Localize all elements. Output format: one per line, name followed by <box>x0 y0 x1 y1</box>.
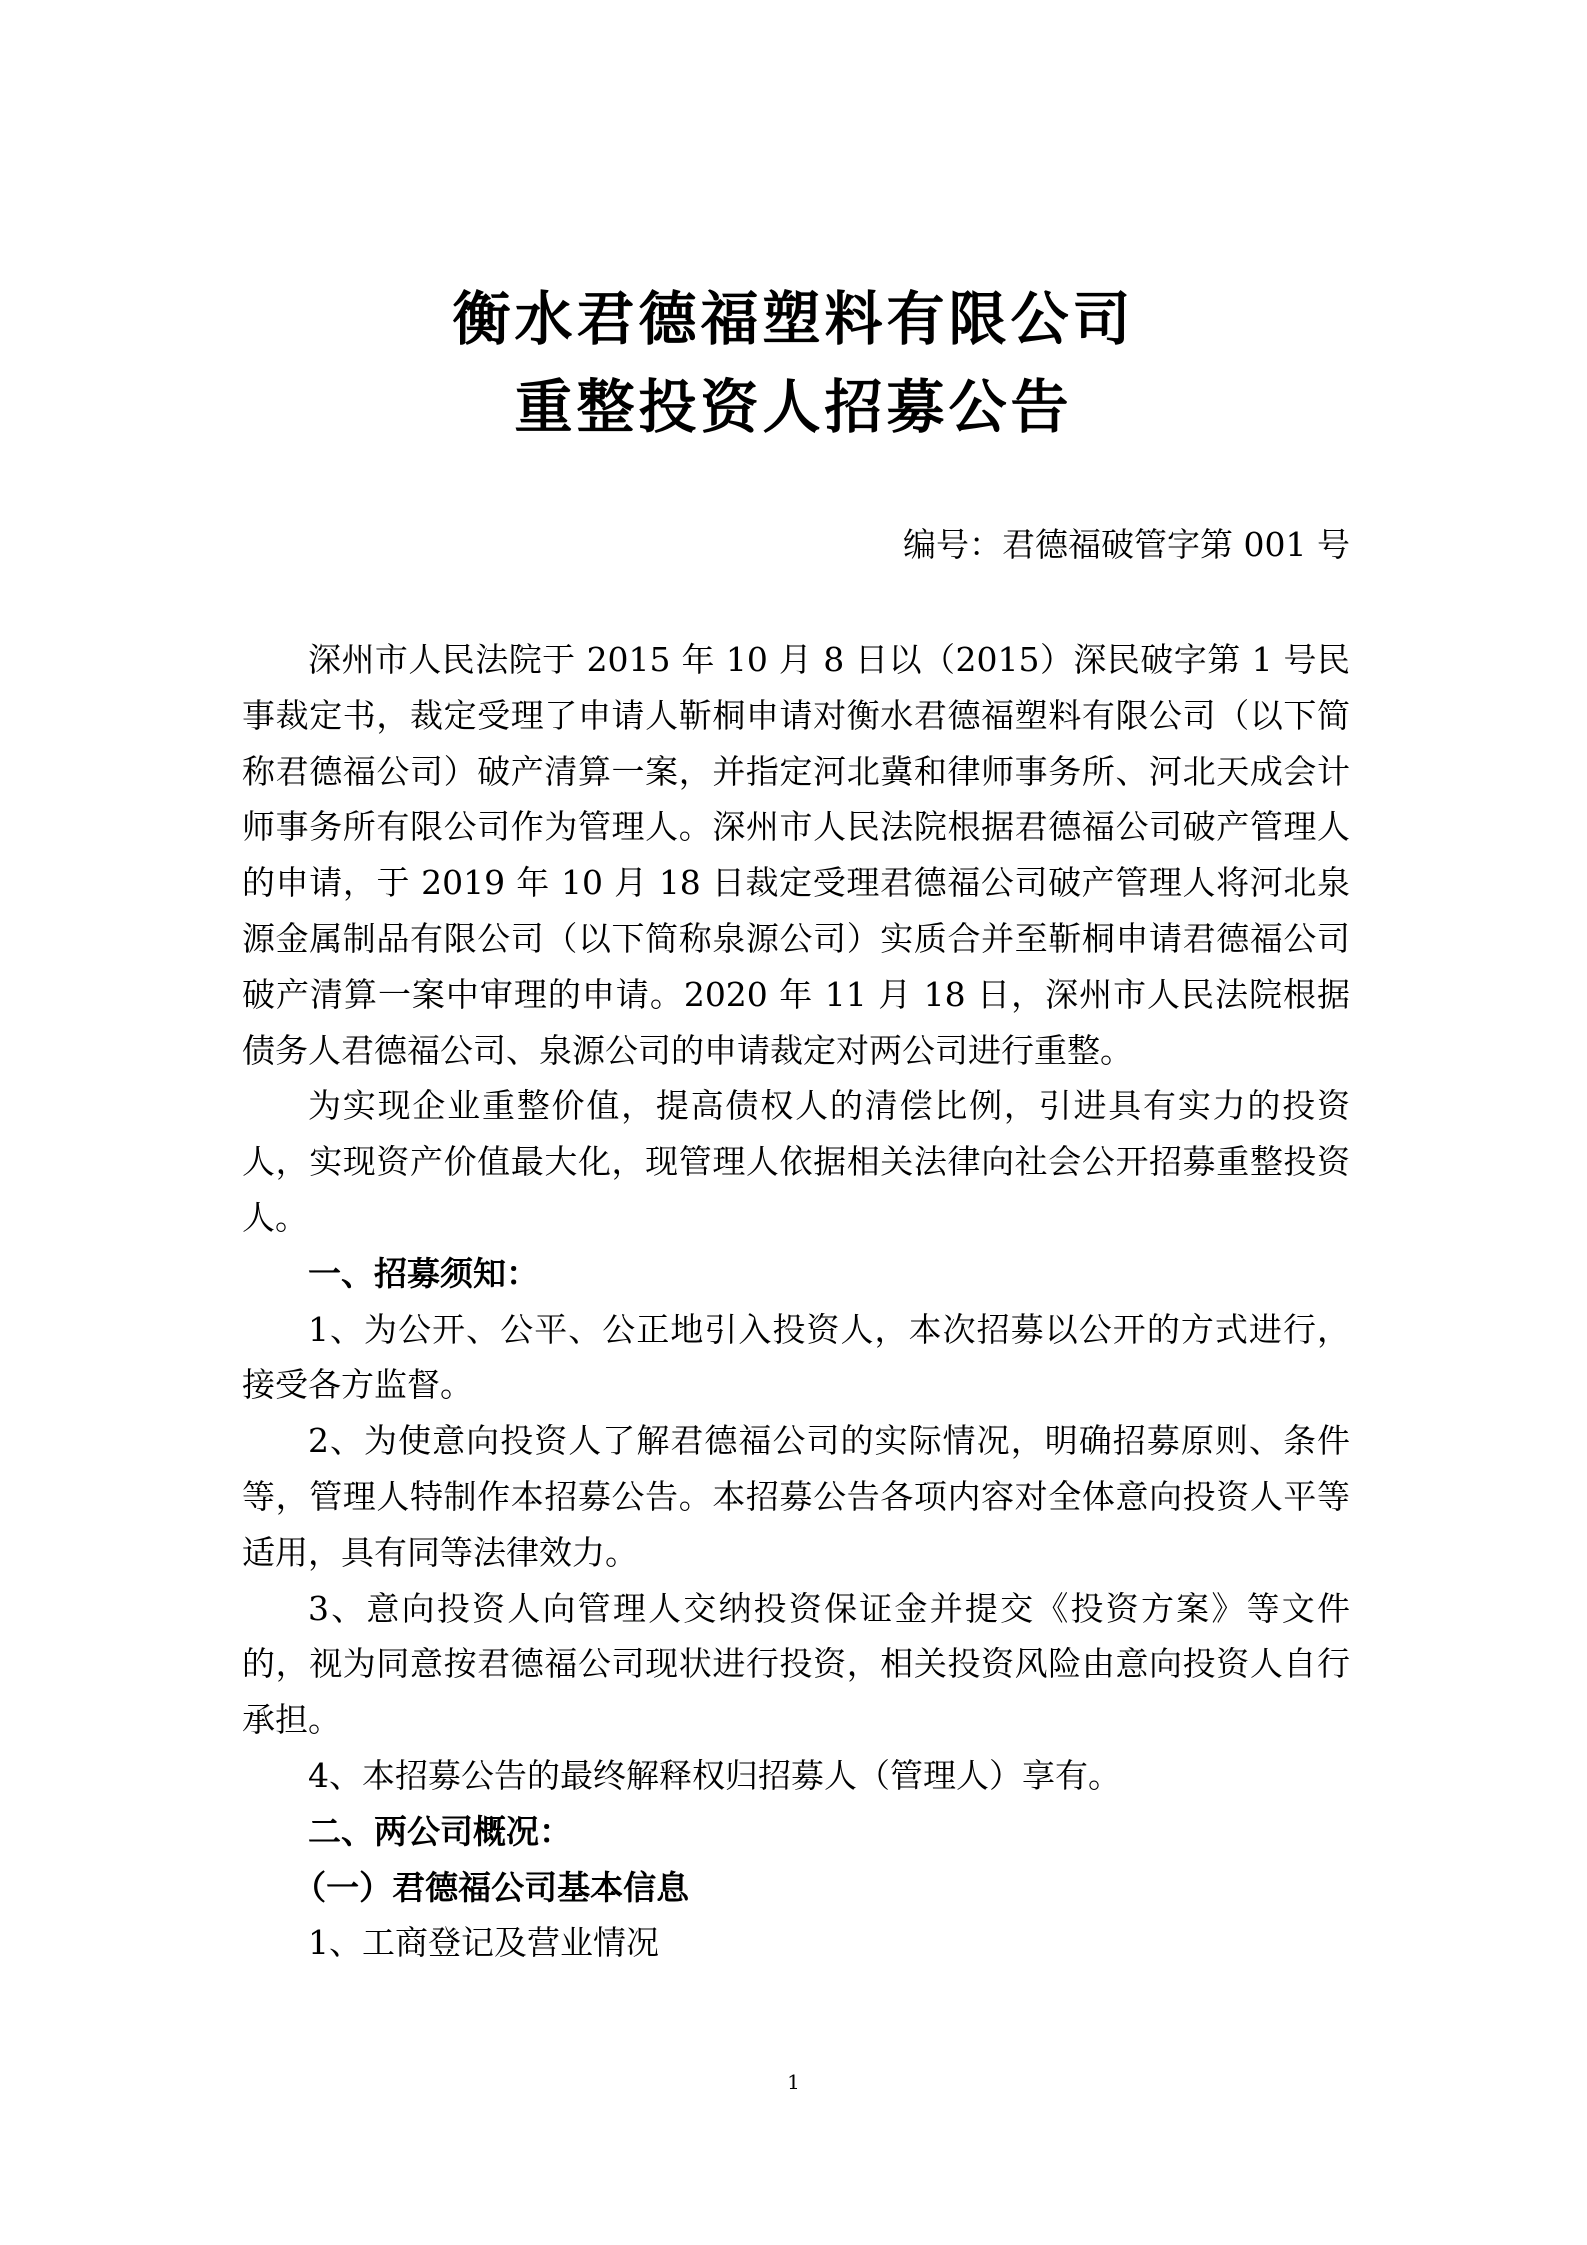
paragraph-purpose: 为实现企业重整价值，提高债权人的清偿比例，引进具有实力的投资人，实现资产价值最大化，现管理人依据相关法律向社会公开招募重整投资人。 <box>242 1086 1350 1237</box>
subsection-item-registration: 1、工商登记及营业情况 <box>308 1923 659 1963</box>
title-company: 衡水君德福塑料有限公司 <box>452 285 1135 353</box>
list-item: 1、为公开、公平、公正地引入投资人，本次招募以公开的方式进行，接受各方监督。 <box>242 1309 1350 1405</box>
document-number: 编号：君德福破管字第 001 号 <box>903 525 1350 564</box>
subsection-heading-basic-info: （一）君德福公司基本信息 <box>293 1867 690 1907</box>
document-body <box>242 632 1350 1971</box>
paragraph-background: 深州市人民法院于 2015 年 10 月 8 日以（2015）深民破字第 1 号民事裁定书，裁定受理了申请人靳桐申请对衡水君德福塑料有限公司（以下简称君德福公司）破产清算一案，并指定河北冀和律师事务所、河北天成会计师事务所有限公司作为管理人。深州市人民法院根据君德福公司破产管理人的申请，于 2019 年 10 月 18 日裁定受理君德福公司破产管理人将河北泉源金属制品有限公司（以下简称泉源公司）实质合并至靳桐申请君德福公司破产清算一案中审理的申请。2020 年 11 月 18 日，深州市人民法院根据债务人君德福公司、泉源公司的申请裁定对两公司进行重整。 <box>242 640 1350 1070</box>
list-item: 2、为使意向投资人了解君德福公司的实际情况，明确招募原则、条件等，管理人特制作本招募公告。本招募公告各项内容对全体意向投资人平等适用，具有同等法律效力。 <box>242 1421 1350 1572</box>
section-heading-recruitment-notice: 一、招募须知： <box>308 1253 539 1293</box>
list-item: 4、本招募公告的最终解释权归招募人（管理人）享有。 <box>308 1755 1121 1795</box>
page-number: 1 <box>787 2070 800 2094</box>
section-heading-company-overview: 二、两公司概况： <box>308 1811 572 1851</box>
title-announcement: 重整投资人招募公告 <box>514 373 1073 441</box>
list-item: 3、意向投资人向管理人交纳投资保证金并提交《投资方案》等文件的，视为同意按君德福公司现状进行投资，相关投资风险由意向投资人自行承担。 <box>242 1588 1350 1740</box>
